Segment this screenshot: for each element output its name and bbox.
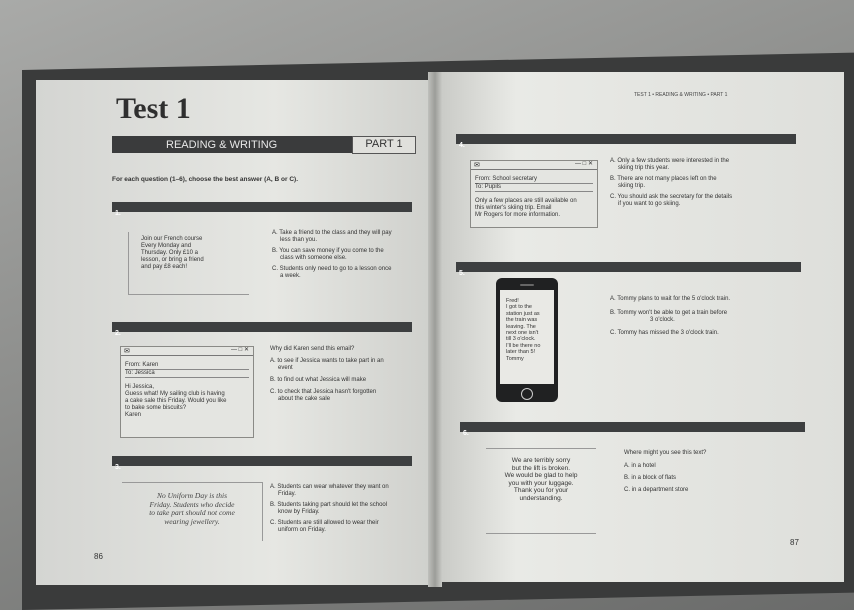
notice-line: Friday. Students who decide [149,499,235,509]
notice-line: to take part should not come [149,508,235,517]
message-line: next one isn't [506,330,539,337]
message-line: the train was [506,317,538,324]
option-b[interactable]: B. Tommy won't be able to get a train before 3 o'clock. [610,310,728,323]
option-b[interactable]: B. You can save money if you come to the class with someone else. [272,248,384,261]
message-line: I'll be there no [506,342,541,349]
option-b[interactable]: B. to find out what Jessica will make [270,377,367,383]
email-body-line: Mr Rogers for more information. [475,212,561,218]
book-spine [428,72,442,587]
option-c[interactable]: C. You should ask the secretary for the details if you want to go skiing. [610,194,733,207]
sign-line: We would be glad to help [504,472,578,479]
option-a[interactable]: A. to see if Jessica wants to take part in an event [270,358,384,371]
option-a[interactable]: A. Only a few students were interested in the skiing trip this year. [610,158,730,171]
option-c[interactable]: C. Students are still allowed to wear their uniform on Friday. [270,520,379,533]
option-a[interactable]: A. in a hotel [624,463,656,469]
question-5-options [610,296,800,337]
email-from: From: Karen [125,362,249,370]
sign-line: We are terribly sorry [511,457,571,464]
notice-line: Join our French course [141,236,203,242]
message-line: Fred! [506,298,519,304]
question-1-options [272,230,422,280]
notice-line: lesson, or bring a friend [141,257,204,263]
question-1-bar [112,202,412,217]
running-head: TEST 1 • READING & WRITING • PART 1 [634,92,728,98]
question-5-number: 5. [459,270,465,277]
message-line: I got to the [506,304,532,311]
option-b[interactable]: B. Students taking part should let the school know by Friday. [270,502,388,515]
message-line: station just as [506,310,540,317]
email-body-line: Karen [125,412,142,418]
email-body-line: Hi Jessica, [125,384,155,390]
option-c[interactable]: C. to check that Jessica hasn't forgotten about the cake sale [270,389,377,402]
section-banner [112,136,352,153]
notice-line: Every Monday and [141,243,192,249]
option-a[interactable]: A. Take a friend to the class and they will pay less than you. [272,230,392,243]
instructions: For each question (1–6), choose the best answer (A, B or C). [112,176,299,183]
sign-line: understanding. [519,494,563,502]
question-6-sign [486,448,596,534]
question-3-bar [112,456,412,471]
message-line: leaving. The [506,323,536,330]
notice-line: and pay £8 each! [141,264,188,270]
window-controls[interactable]: — □ ✕ [575,161,593,167]
phone-speaker [520,284,534,286]
question-6-bar [460,422,805,437]
page-number-left: 86 [94,552,103,561]
email-to: To: Jessica [125,370,249,378]
option-c[interactable]: C. Tommy has missed the 3 o'clock train. [610,330,719,336]
question-3-options [270,484,425,534]
message-line: till 3 o'clock. [506,336,536,343]
page-number-right: 87 [790,538,799,547]
part-label: PART 1 [352,136,416,154]
question-4-email [470,160,598,228]
section-title: READING & WRITING [166,139,278,151]
question-3-notice [122,482,263,541]
question-2-number: 2. [115,330,121,337]
option-c[interactable]: C. Students only need to go to a lesson once a week. [272,266,392,279]
window-controls[interactable]: — □ ✕ [231,347,249,353]
envelope-icon: ✉ [124,348,130,355]
question-4-options [610,158,790,208]
question-1-number: 1. [115,210,121,217]
question-6-options [624,463,774,494]
email-from: From: School secretary [475,176,593,184]
message-line: later than 5! [506,349,536,356]
email-body-line: this winter's skiing trip. Email [475,205,552,211]
message-line: Tommy [506,355,524,362]
email-body-line: to bake some biscuits? [125,405,187,411]
option-c[interactable]: C. in a department store [624,487,689,493]
envelope-icon: ✉ [474,162,480,169]
question-2-options [270,358,420,403]
sign-line: Thank you for your [513,487,569,494]
phone-screen [500,290,554,384]
notice-line: Thursday. Only £10 a [141,250,198,256]
phone-frame [496,278,558,402]
sign-line: you with your luggage. [508,479,574,487]
question-2-email [120,346,254,438]
option-a[interactable]: A. Students can wear whatever they want on Friday. [270,484,389,497]
question-5-bar [456,262,801,277]
question-1-notice [128,232,249,295]
notice-line: wearing jewellery. [164,516,220,526]
email-body-line: Only a few places are still available on [475,198,577,204]
question-4-number: 4. [459,142,465,149]
email-body-line: Guess what! My sailing club is having [125,391,225,397]
question-3-number: 3. [115,464,121,471]
question-2-prompt: Why did Karen send this email? [270,346,355,352]
option-a[interactable]: A. Tommy plans to wait for the 5 o'clock train. [610,296,731,302]
question-2-bar [112,322,412,337]
question-4-bar [456,134,796,149]
page-title: Test 1 [116,92,191,125]
question-6-number: 6. [463,430,469,437]
email-to: To: Pupils [475,184,593,192]
phone-home-button [521,388,533,400]
email-body-line: a cake sale this Friday. Would you like [125,398,227,404]
notice-line: No Uniform Day is this [156,491,227,500]
sign-line: but the lift is broken. [511,464,571,472]
question-6-prompt: Where might you see this text? [624,450,707,456]
option-b[interactable]: B. in a block of flats [624,475,677,481]
option-b[interactable]: B. There are not many places left on the skiing trip. [610,176,717,189]
